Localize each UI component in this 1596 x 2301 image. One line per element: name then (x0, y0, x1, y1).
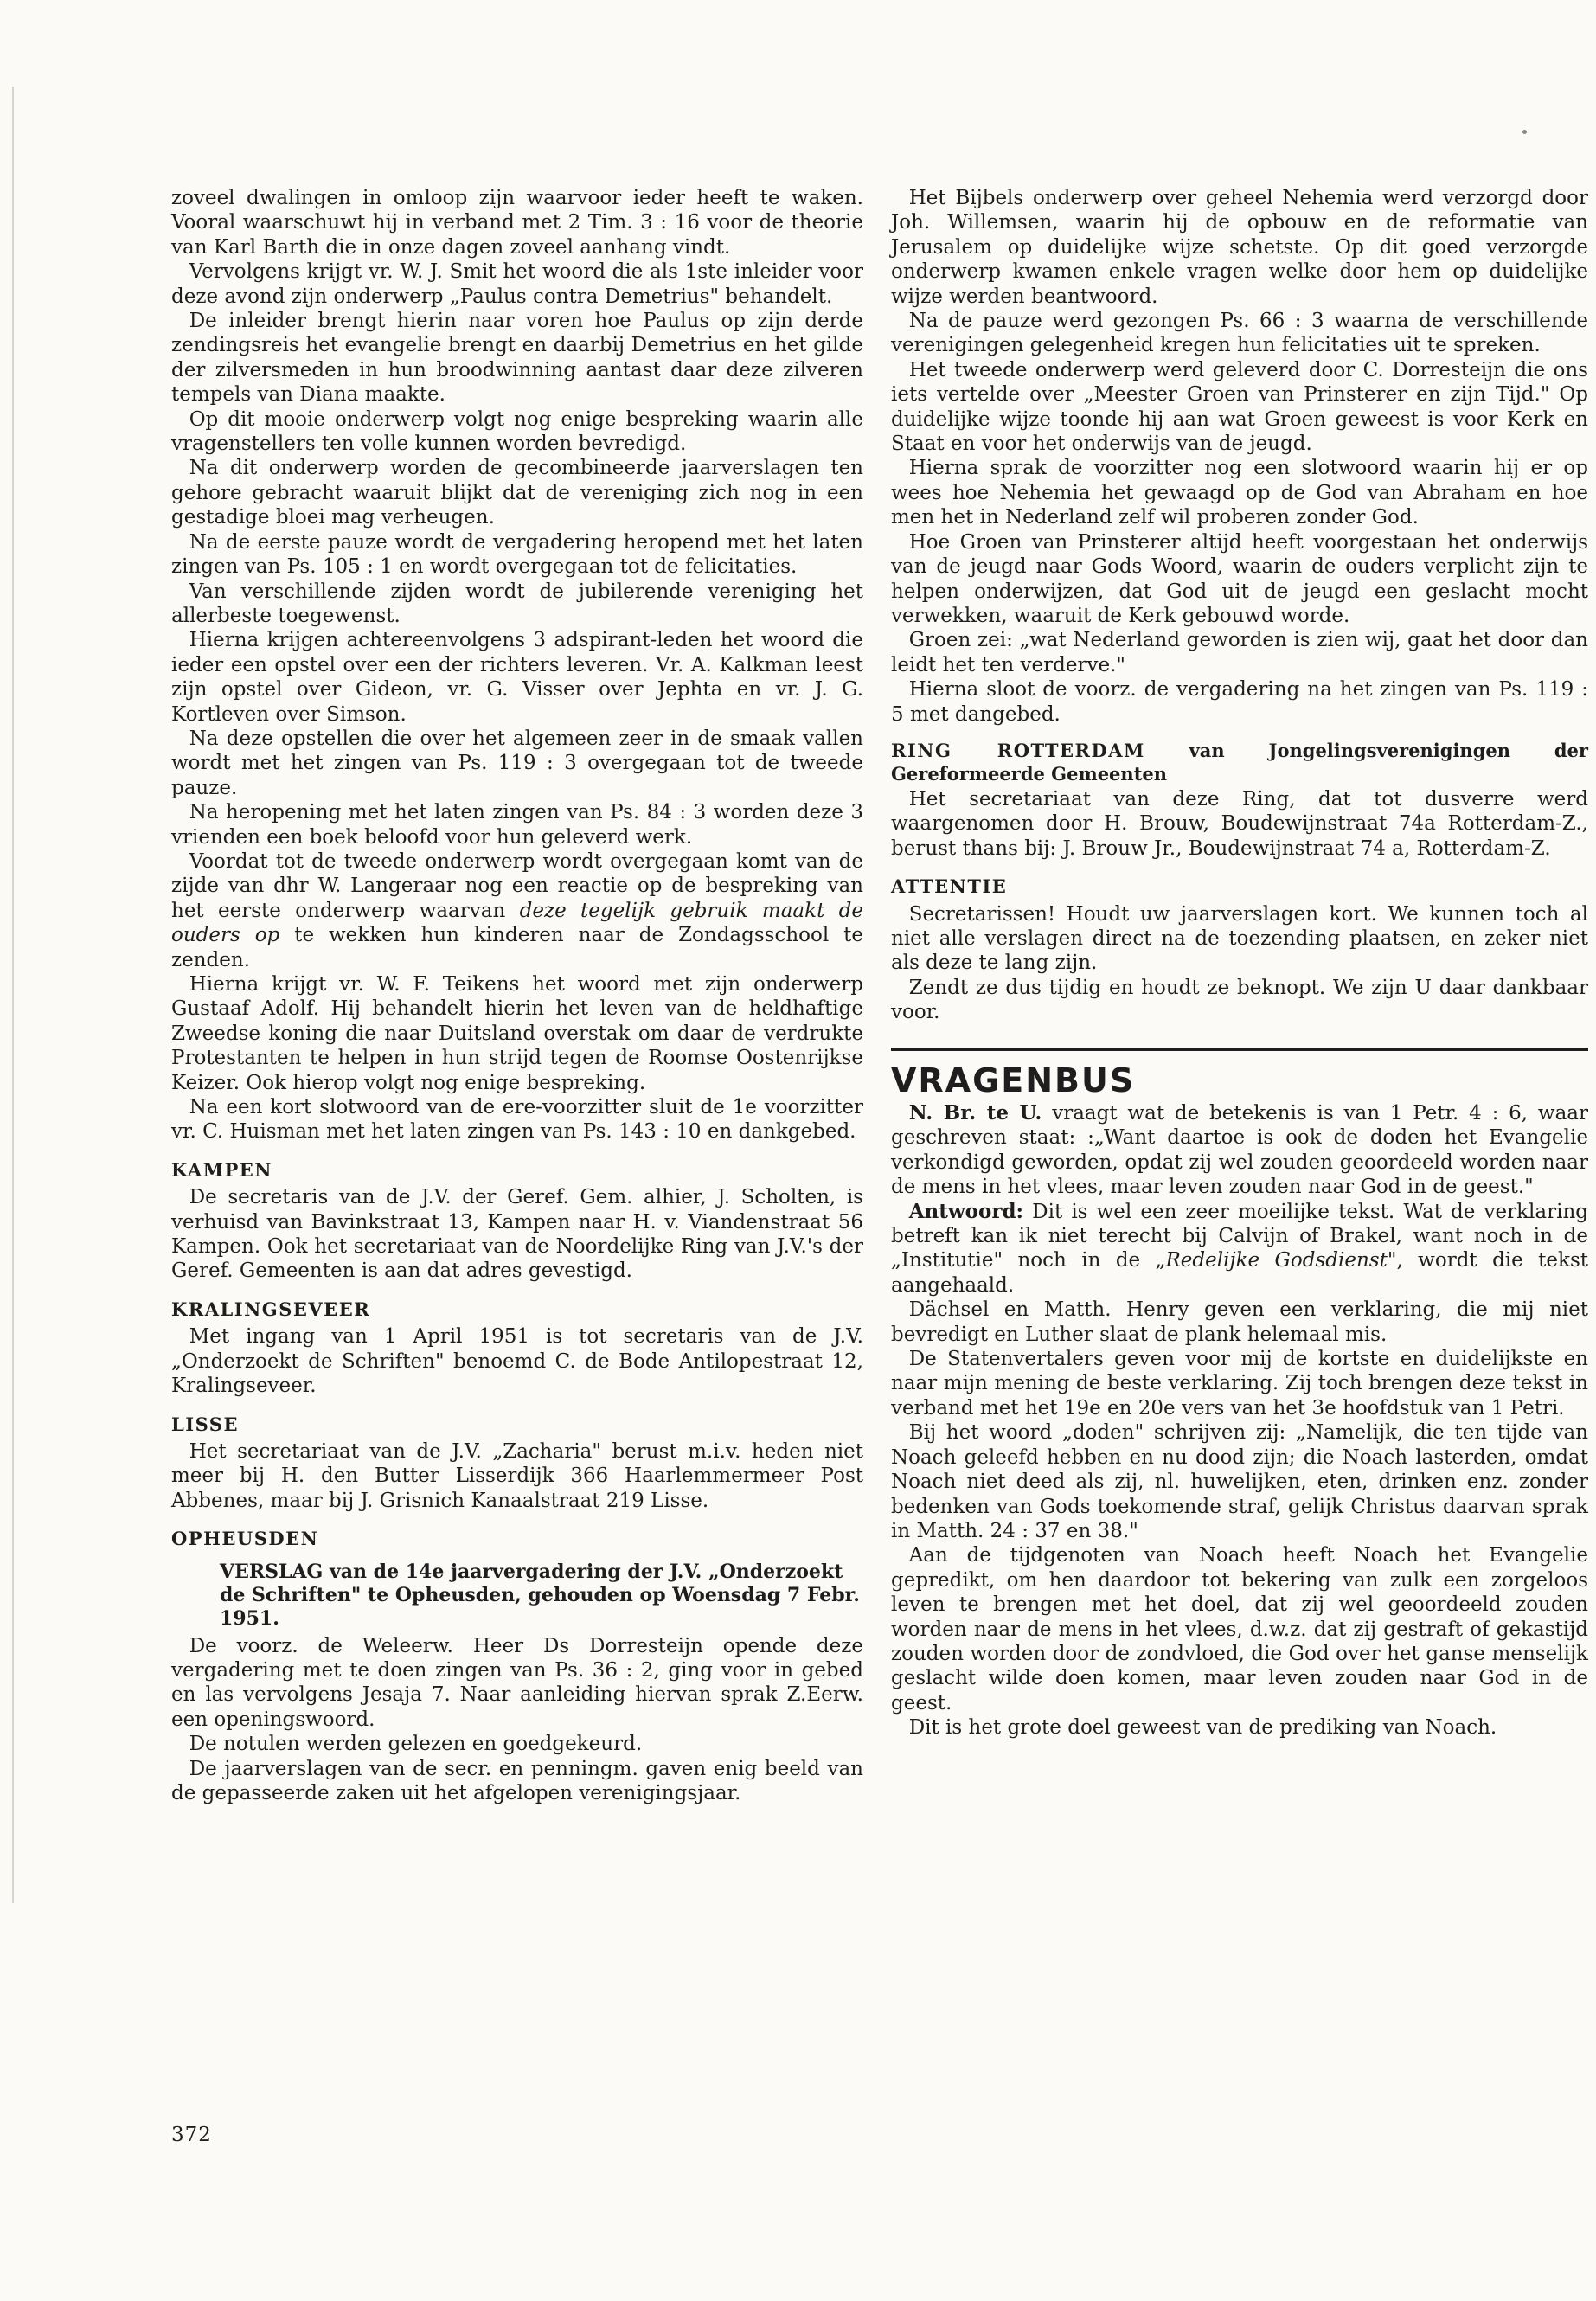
right-column (891, 186, 1588, 1740)
answer-paragraph (891, 1200, 1588, 1298)
paragraph: Op dit mooie onderwerp volgt nog enige bespreking waarin alle vragenstellers ten volle kunnen worden bevredigd. (171, 407, 863, 456)
paragraph: Hierna krijgen achtereenvolgens 3 adspirant-leden het woord die ieder een opstel over een der richters leveren. Vr. A. Kalkman leest zijn opstel over Gideon, vr. G. Visser over Jephta en vr. J. G. Kortleven over Simson. (171, 629, 863, 726)
report-subheading: VERSLAG van de 14e jaarvergadering der J.V. „Onderzoekt de Schriften" te Opheusden, gehouden op Woensdag 7 Febr. 1951. (220, 1560, 860, 1630)
page-number: 372 (171, 2124, 212, 2146)
paragraph: Secretarissen! Houdt uw jaarverslagen kort. We kunnen toch al niet alle verslagen direct na de toezending plaatsen, en zeker niet als deze te lang zijn. (891, 902, 1588, 975)
question-lead: N. Br. te U. (908, 1101, 1042, 1125)
paragraph-text: te wekken hun kinderen naar de Zondagsschool te zenden. (171, 924, 863, 971)
scan-speck (1522, 130, 1527, 134)
paragraph: De voorz. de Weleerw. Heer Ds Dorresteijn opende deze vergadering met te doen zingen van Ps. 36 : 2, ging voor in gebed en las vervolgens Jesaja 7. Naar aanleiding hiervan sprak Z.Eerw. een openingswoord. (171, 1634, 863, 1731)
left-column (171, 186, 863, 1805)
question-text: vraagt wat de betekenis is van 1 Petr. 4 : 6, waar geschreven staat: :„Want daartoe is ook de doden het Evangelie verkondigd geworden, opdat zij wel zouden geoordeeld worden naar de mens in het vlees, maar leven zouden naar God in de geest." (891, 1102, 1588, 1199)
paragraph-langeraar (171, 849, 863, 972)
paragraph: Dächsel en Matth. Henry geven een verklaring, die mij niet bevredigt en Luther slaat de plank helemaal mis. (891, 1298, 1588, 1346)
paragraph: Na dit onderwerp worden de gecombineerde jaarverslagen ten gehore gebracht waaruit blijkt dat de vereniging zich nog in een gestadige bloei mag verheugen. (171, 457, 863, 529)
paragraph: Hoe Groen van Prinsterer altijd heeft voorgestaan het onderwijs van de jeugd naar Gods Woord, waarin de ouders verplicht zijn te helpen onderwijzen, dat God uit de jeugd een geslacht mocht verwekken, waaruit de Kerk gebouwd worde. (891, 530, 1588, 627)
paragraph: Het Bijbels onderwerp over geheel Nehemia werd verzorgd door Joh. Willemsen, waarin hij de opbouw en de reformatie van Jerusalem op duidelijke wijze schetste. Op dit goed verzorgde onderwerp kwamen enkele vragen welke door hem op duidelijke wijze werden beantwoord. (891, 187, 1588, 308)
section-divider (891, 1048, 1588, 1051)
paragraph: Dit is het grote doel geweest van de prediking van Noach. (908, 1716, 1497, 1740)
paragraph: Met ingang van 1 April 1951 is tot secretaris van de J.V. „Onderzoekt de Schriften" benoemd C. de Bode Antilopestraat 12, Kralingseveer. (171, 1325, 863, 1398)
paragraph: Vervolgens krijgt vr. W. J. Smit het woord die als 1ste inleider voor deze avond zijn onderwerp „Paulus contra Demetrius" behandelt. (171, 260, 863, 308)
paragraph: Hierna sprak de voorzitter nog een slotwoord waarin hij er op wees hoe Nehemia het gewaagd op de God van Abraham en hoe men het in Nederland zelf wil proberen zonder God. (891, 457, 1588, 529)
paragraph: De notulen werden gelezen en goedgekeurd. (189, 1733, 643, 1756)
section-heading-lisse: LISSE (171, 1413, 239, 1435)
paragraph: Na een kort slotwoord van de ere-voorzitter sluit de 1e voorzitter vr. C. Huisman met het laten zingen van Ps. 143 : 10 en dankgebed. (171, 1096, 863, 1144)
italic-text: deze tegelijk gebruik maakt de ouders op (171, 899, 864, 947)
section-heading-kralingseveer: KRALINGSEVEER (171, 1298, 371, 1320)
vragenbus-title: VRAGENBUS (891, 1061, 1136, 1099)
paragraph: Aan de tijdgenoten van Noach heeft Noach het Evangelie gepredikt, om hen daardoor tot bekering van zulk een zorgeloos leven te brengen met het doel, dat zij wel geoordeeld zouden worden naar de mens in het vlees, d.w.z. dat zij gestraft of gekastijd zouden worden door de zondvloed, die God over het ganse menselijk geslacht wilde doen komen, maar leven zouden naar God in de geest. (891, 1544, 1588, 1715)
section-heading-attentie: ATTENTIE (891, 875, 1008, 898)
paragraph: Hierna sloot de voorz. de vergadering na het zingen van Ps. 119 : 5 met dangebed. (891, 678, 1588, 726)
paragraph-text: Voordat tot de tweede onderwerp wordt overgegaan komt van de zijde van dhr W. Langeraar nog een reactie op de bespreking van het eerste onderwerp waarvan (171, 849, 863, 922)
paragraph: Na deze opstellen die over het algemeen zeer in de smaak vallen wordt met het zingen van Ps. 119 : 3 overgegaan tot de tweede pauze. (171, 727, 863, 799)
paragraph: zoveel dwalingen in omloop zijn waarvoor ieder heeft te waken. Vooral waarschuwt hij in verband met 2 Tim. 3 : 16 voor de theorie van Karl Barth die in onze dagen zoveel aanhang vindt. (171, 187, 863, 259)
paragraph: Het tweede onderwerp werd geleverd door C. Dorresteijn die ons iets vertelde over „Meester Groen van Prinsterer en zijn Tijd." Op duidelijke wijze toonde hij aan wat Groen geweest is voor Kerk en Staat en voor het onderwijs van de jeugd. (891, 358, 1588, 456)
question-paragraph (891, 1101, 1588, 1200)
section-heading-ring-rotterdam (891, 739, 1588, 785)
paragraph: Zendt ze dus tijdig en houdt ze beknopt. We zijn U daar dankbaar voor. (891, 976, 1588, 1024)
answer-text: ", wordt die tekst aangehaald. (891, 1249, 1589, 1297)
paragraph: De secretaris van de J.V. der Geref. Gem. alhier, J. Scholten, is verhuisd van Bavinkstraat 13, Kampen naar H. v. Viandenstraat 56 Kampen. Ook het secretariaat van de Noordelijke Ring van J.V.'s der Geref. Gemeenten is aan dat adres gevestigd. (171, 1186, 863, 1283)
paragraph: Na de pauze werd gezongen Ps. 66 : 3 waarna de verschillende verenigingen gelegenheid kregen hun felicitaties uit te spreken. (891, 310, 1588, 357)
paragraph: Het secretariaat van deze Ring, dat tot dusverre werd waargenomen door H. Brouw, Boudewijnstraat 74a Rotterdam-Z., berust thans bij: J. Brouw Jr., Boudewijnstraat 74 a, Rotterdam-Z. (891, 787, 1588, 860)
paragraph: Na heropening met het laten zingen van Ps. 84 : 3 worden deze 3 vrienden een boek beloofd voor hun geleverd werk. (171, 801, 863, 849)
paragraph: Hierna krijgt vr. W. F. Teikens het woord met zijn onderwerp Gustaaf Adolf. Hij behandelt hierin het leven van de heldhaftige Zweedse koning die naar Duitsland overstak om daar de verdrukte Protestanten te helpen in hun strijd tegen de Roomse Oostenrijkse Keizer. Ook hierop volgt nog enige bespreking. (171, 973, 863, 1094)
paragraph: Groen zei: „wat Nederland geworden is zien wij, gaat het door dan leidt het ten verderve." (891, 629, 1588, 676)
section-heading-opheusden: OPHEUSDEN (171, 1528, 319, 1550)
ring-heading-rest: van Jongelingsverenigingen der Gereformeerde Gemeenten (891, 739, 1588, 785)
paragraph: Na de eerste pauze wordt de vergadering heropend met het laten zingen van Ps. 105 : 1 en wordt overgegaan tot de felicitaties. (171, 530, 863, 579)
ring-heading-name: RING ROTTERDAM (891, 739, 1145, 761)
paragraph: Van verschillende zijden wordt de jubilerende vereniging het allerbeste toegewenst. (171, 580, 863, 627)
italic-text: Redelijke Godsdienst (1165, 1249, 1388, 1272)
answer-lead: Antwoord: (908, 1199, 1024, 1223)
answer-text: Dit is wel een zeer moeilijke tekst. Wat de verklaring betreft kan ik niet terecht bij Calvijn of Brakel, want noch in de „Institutie" noch in de „ (891, 1200, 1588, 1272)
paragraph: Het secretariaat van de J.V. „Zacharia" berust m.i.v. heden niet meer bij H. den Butter Lisserdijk 366 Haarlemmermeer Post Abbenes, maar bij J. Grisnich Kanaalstraat 219 Lisse. (171, 1439, 863, 1512)
paragraph: Bij het woord „doden" schrijven zij: „Namelijk, die ten tijde van Noach geleefd hebben en nu dood zijn; die Noach lasterden, omdat Noach niet deed als zij, nl. huwelijken, eten, drinken enz. zonder bedenken van Gods toekomende straf, gelijk Christus daarvan sprak in Matth. 24 : 37 en 38." (891, 1421, 1588, 1542)
paragraph: De Statenvertalers geven voor mij de kortste en duidelijkste en naar mijn mening de beste verklaring. Zij toch brengen deze tekst in verband met het 19e en 20e vers van het 3e hoofdstuk van 1 Petri. (891, 1348, 1588, 1420)
paragraph: De jaarverslagen van de secr. en penningm. gaven enig beeld van de gepasseerde zaken uit het afgelopen verenigingsjaar. (171, 1757, 863, 1804)
paragraph: De inleider brengt hierin naar voren hoe Paulus op zijn derde zendingsreis het evangelie brengt en daarbij Demetrius en het gilde der zilversmeden in hun broodwinning aantast daar deze zilveren tempels van Diana maakte. (171, 310, 863, 407)
section-heading-kampen: KAMPEN (171, 1158, 272, 1181)
scan-margin-shadow (12, 87, 14, 1903)
